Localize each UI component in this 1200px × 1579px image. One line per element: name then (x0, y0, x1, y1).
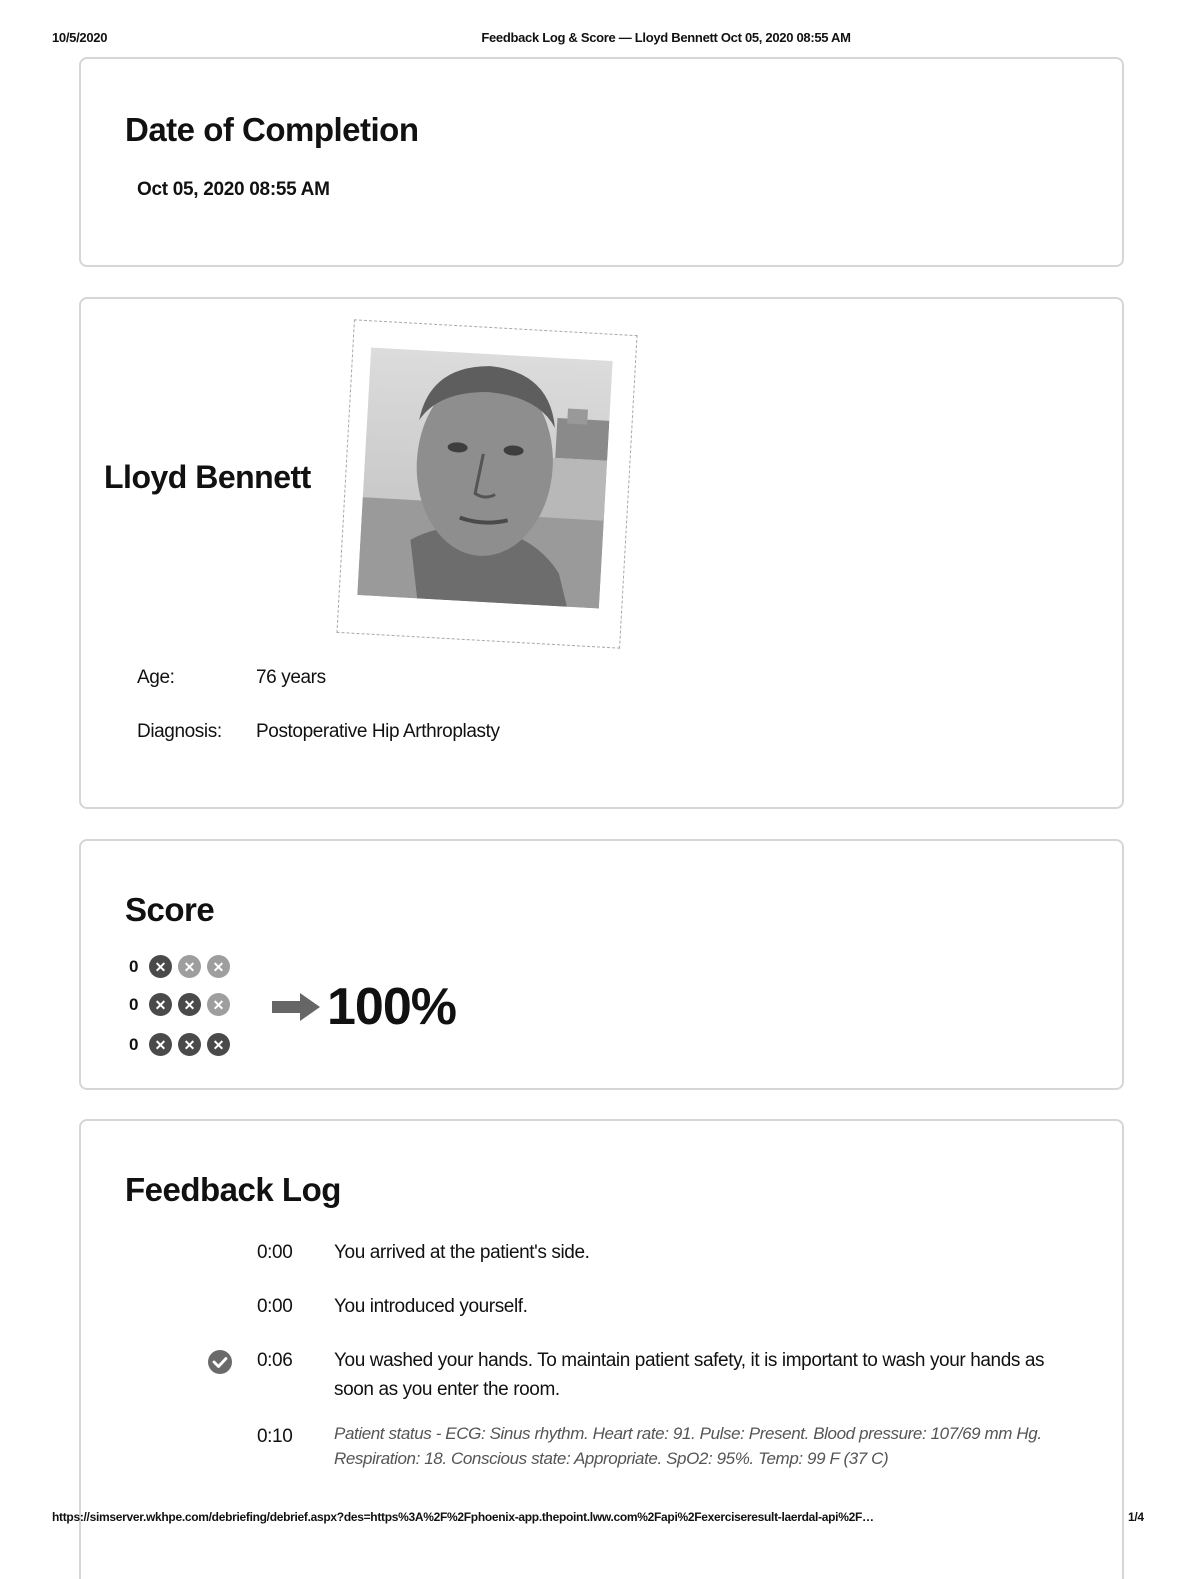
x-circle-icon: ✕ (178, 993, 201, 1016)
print-page-number: 1/4 (1128, 1510, 1144, 1524)
x-circle-icon: ✕ (149, 955, 172, 978)
score-percent: 100% (327, 978, 456, 1036)
completion-date: Oct 05, 2020 08:55 AM (137, 179, 330, 200)
age-value: 76 years (256, 667, 326, 688)
log-time: 0:10 (257, 1426, 293, 1447)
score-row-count: 0 (129, 956, 139, 976)
x-circle-icon: ✕ (207, 1033, 230, 1056)
print-date: 10/5/2020 (52, 30, 108, 45)
x-circle-icon: ✕ (207, 955, 230, 978)
completion-heading: Date of Completion (125, 111, 419, 148)
x-circle-icon: ✕ (178, 1033, 201, 1056)
score-row (129, 955, 230, 978)
x-circle-icon: ✕ (178, 955, 201, 978)
score-row (129, 993, 230, 1016)
log-time: 0:00 (257, 1242, 293, 1263)
x-circle-icon: ✕ (207, 993, 230, 1016)
feedback-log-heading: Feedback Log (125, 1171, 341, 1208)
diagnosis-value: Postoperative Hip Arthroplasty (256, 721, 500, 742)
diagnosis-label: Diagnosis: (137, 721, 222, 742)
x-circle-icon: ✕ (149, 1033, 172, 1056)
log-text-status: Patient status - ECG: Sinus rhythm. Heart rate: 91. Pulse: Present. Blood pressure: 107/69 mm Hg. Respiration: 18. Conscious state: Appropriate. SpO2: 95%. Temp: 99 F (37 C) (334, 1424, 1042, 1468)
patient-card (79, 297, 1124, 809)
print-title: Feedback Log & Score — Lloyd Bennett Oct 05, 2020 08:55 AM (481, 30, 851, 45)
score-row-count: 0 (129, 1034, 139, 1054)
patient-name: Lloyd Bennett (104, 459, 311, 495)
log-text: You arrived at the patient's side. (334, 1242, 590, 1263)
x-circle-icon: ✕ (149, 993, 172, 1016)
age-label: Age: (137, 667, 175, 688)
check-icon (208, 1350, 232, 1374)
completion-card (79, 57, 1124, 267)
patient-photo (357, 347, 612, 608)
arrow-right-icon (272, 991, 320, 1023)
score-card (79, 839, 1124, 1090)
score-row-count: 0 (129, 994, 139, 1014)
log-time: 0:00 (257, 1296, 293, 1317)
score-heading: Score (125, 891, 215, 928)
log-text: You washed your hands. To maintain patient safety, it is important to wash your hands as soon as you enter the room. (334, 1350, 1045, 1400)
score-row (129, 1033, 230, 1056)
print-url: https://simserver.wkhpe.com/debriefing/debrief.aspx?des=https%3A%2F%2Fphoenix-app.thepoint.lww.com%2Fapi%2Fexerciseresult-laerdal-api%2F… (52, 1510, 874, 1524)
log-time: 0:06 (257, 1350, 293, 1371)
log-text: You introduced yourself. (334, 1296, 528, 1317)
